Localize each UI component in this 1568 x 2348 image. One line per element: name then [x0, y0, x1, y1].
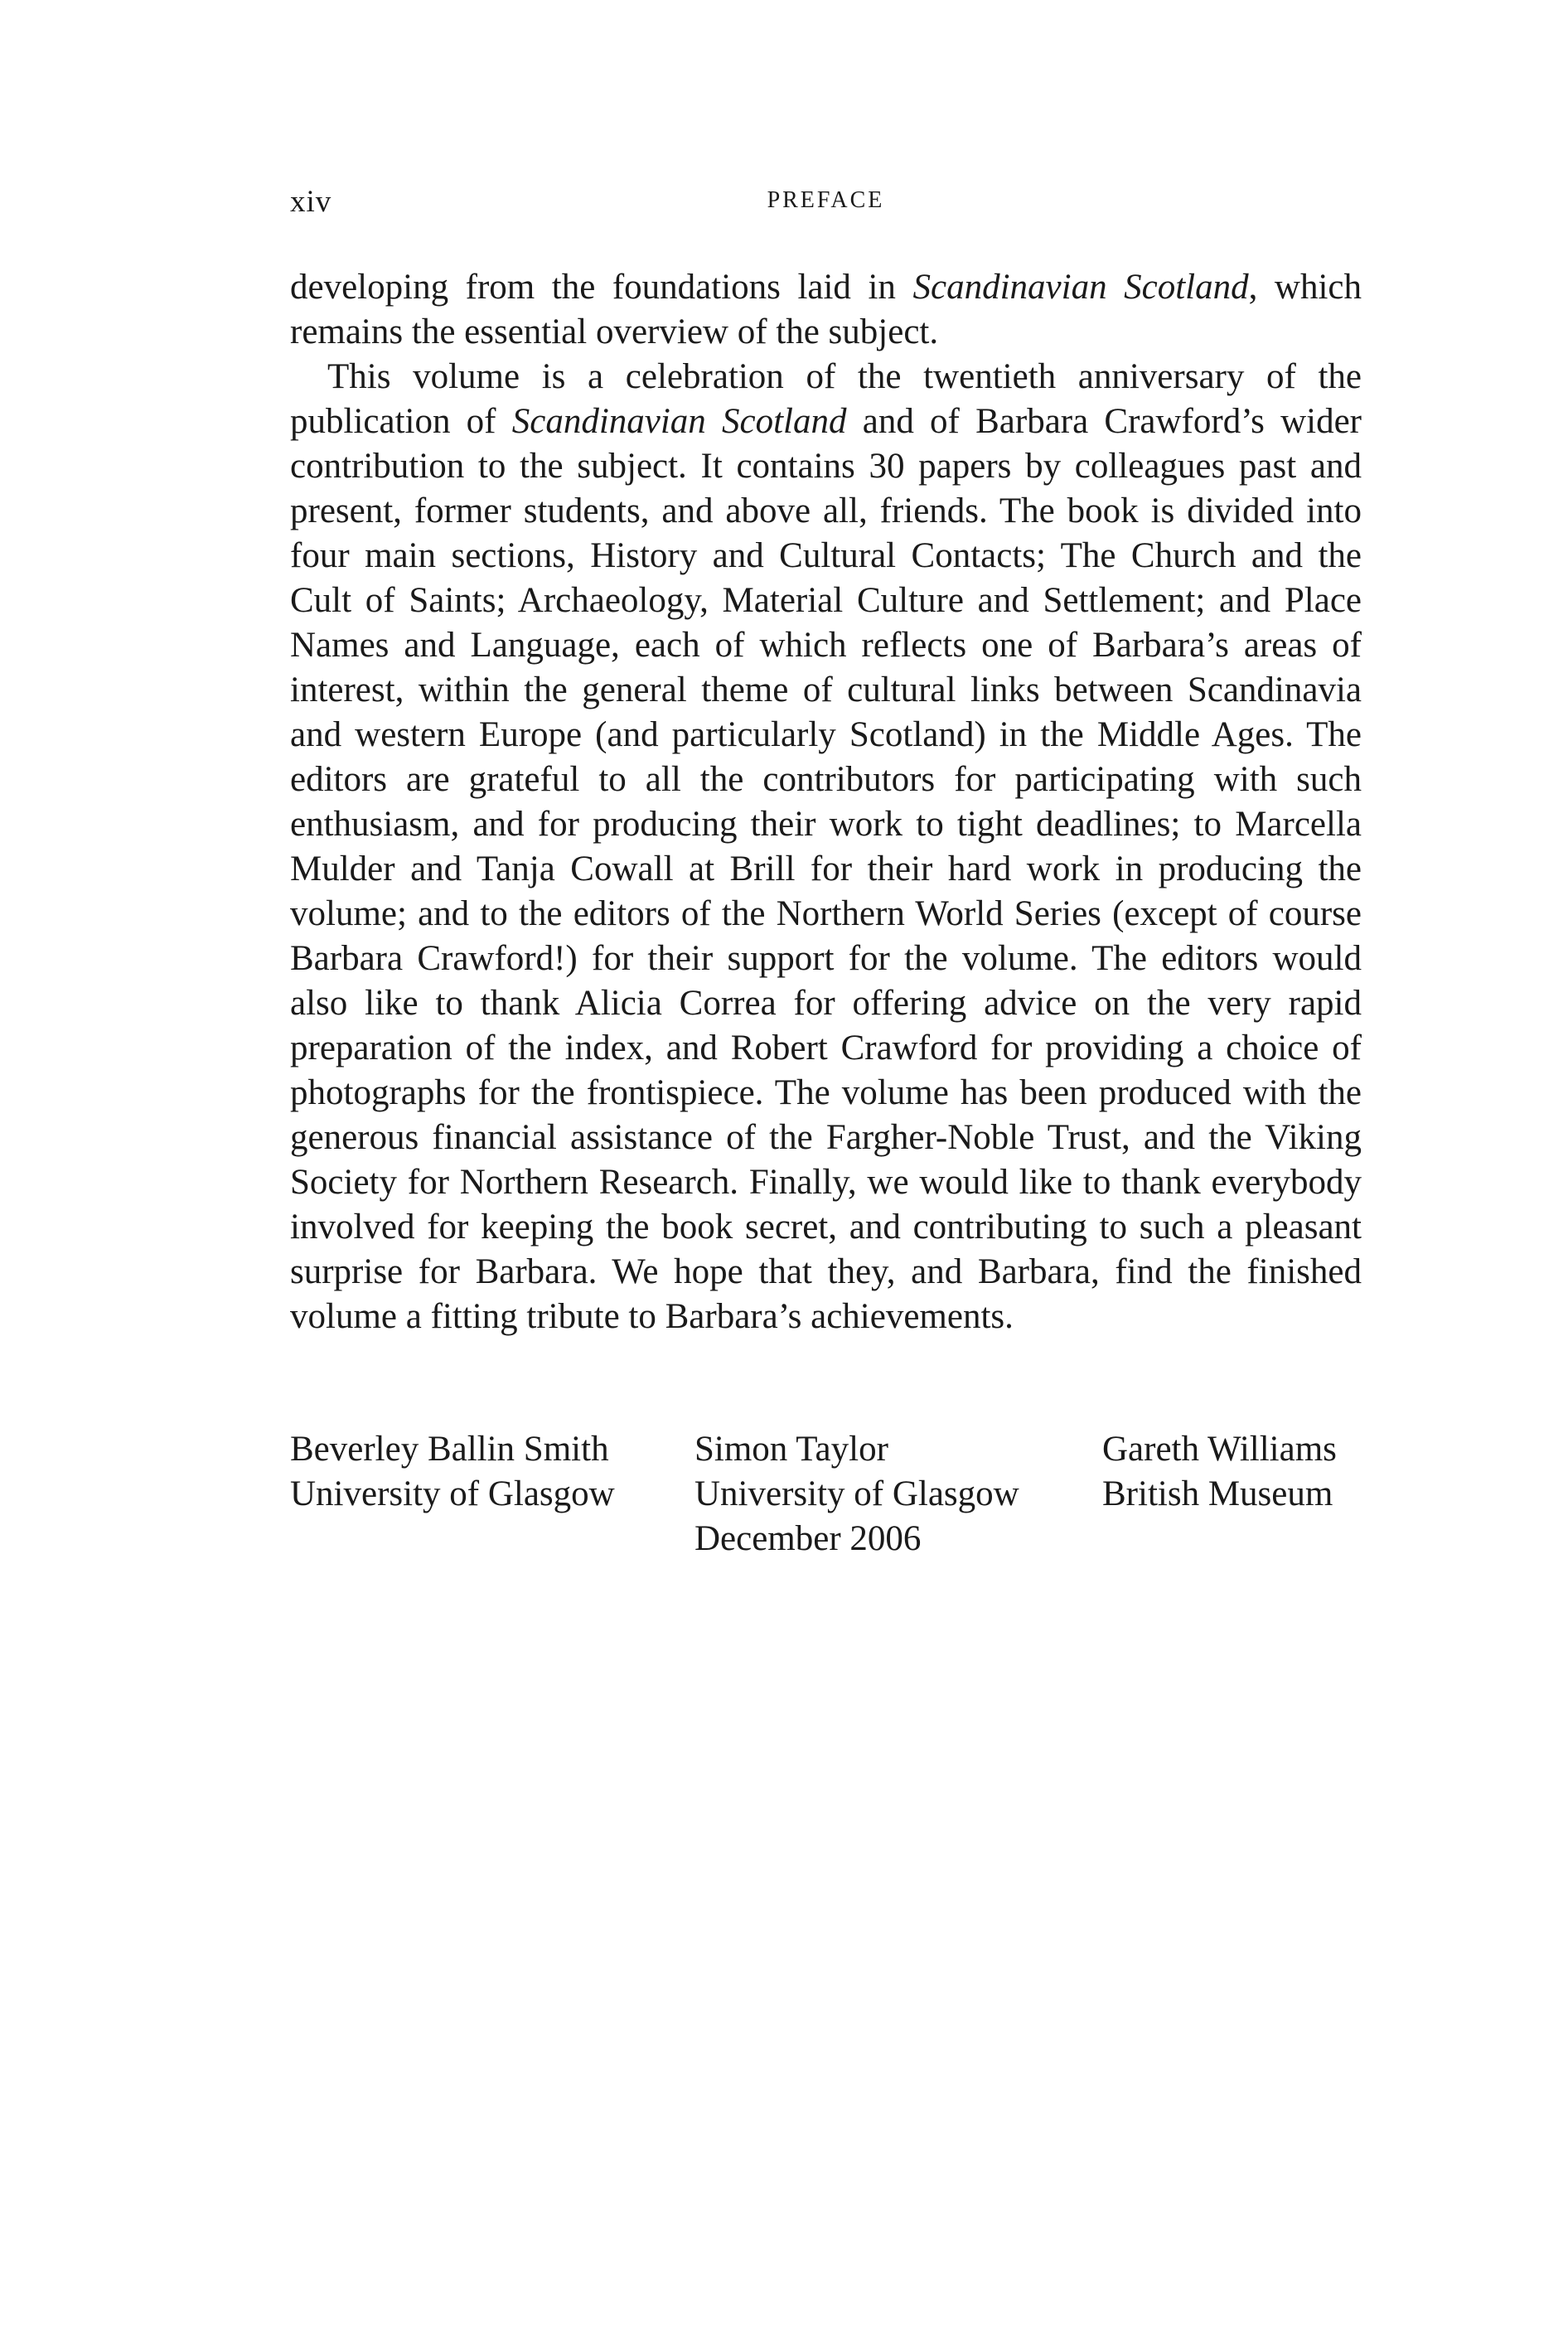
- signature-block: [290, 1427, 615, 1517]
- book-title-italic: Scandinavian Scotland: [912, 268, 1249, 307]
- editor-name: Simon Taylor: [694, 1430, 888, 1469]
- editor-affiliation: University of Glasgow: [290, 1474, 615, 1513]
- paragraph-text: and of Barbara Crawford’s wider contribution to the subject. It contains 30 papers by colleagues past and present, former students, and above all, friends. The book is divided into four main sections, History and Cultural Contacts; The Church and the Cult of Saints; Archaeology, Material Culture and Settlement; and Place Names and Language, each of which reflects one of Barbara’s areas of interest, within the general theme of cultural links between Scandinavia and western Europe (and particularly Scotland) in the Middle Ages. The editors are grateful to all the contributors for participating with such enthusiasm, and for producing their work to tight deadlines; to Marcella Mulder and Tanja Cowall at Brill for their hard work in producing the volume; and to the editors of the Northern World Series (except of course Barbara Crawford!) for their support for the volume. The editors would also like to thank Alicia Correa for offering advice on the very rapid preparation of the index, and Robert Crawford for providing a choice of photographs for the frontispiece. The volume has been produced with the generous financial assistance of the Fargher-Noble Trust, and the Viking Society for Northern Research. Finally, we would like to thank everybody involved for keeping the book secret, and contributing to such a pleasant surprise for Barbara. We hope that they, and Barbara, find the finished volume a fitting tribute to Barbara’s achievements.: [290, 402, 1362, 1336]
- paragraph-main: [290, 355, 1362, 1339]
- paragraph-continued: [290, 265, 1362, 355]
- paragraph-text: developing from the foundations laid in: [290, 268, 913, 307]
- running-head: [290, 184, 1362, 225]
- signature-block: [694, 1427, 1019, 1561]
- signature-block: [1102, 1427, 1337, 1517]
- preface-date: December 2006: [694, 1519, 922, 1558]
- running-title: PREFACE: [767, 187, 885, 213]
- paragraph-text: This volume is a celebration of the twentieth anniversary of the publication of: [290, 357, 1362, 441]
- preface-body: [290, 265, 1362, 1339]
- editor-name: Gareth Williams: [1102, 1430, 1337, 1469]
- page-number: xiv: [290, 185, 332, 219]
- editor-name: Beverley Ballin Smith: [290, 1430, 609, 1469]
- paragraph-text: , which remains the essential overview of the subject.: [290, 268, 1362, 351]
- book-title-italic: Scandinavian Scotland: [511, 402, 847, 441]
- editor-affiliation: British Museum: [1102, 1474, 1333, 1513]
- editor-affiliation: University of Glasgow: [694, 1474, 1019, 1513]
